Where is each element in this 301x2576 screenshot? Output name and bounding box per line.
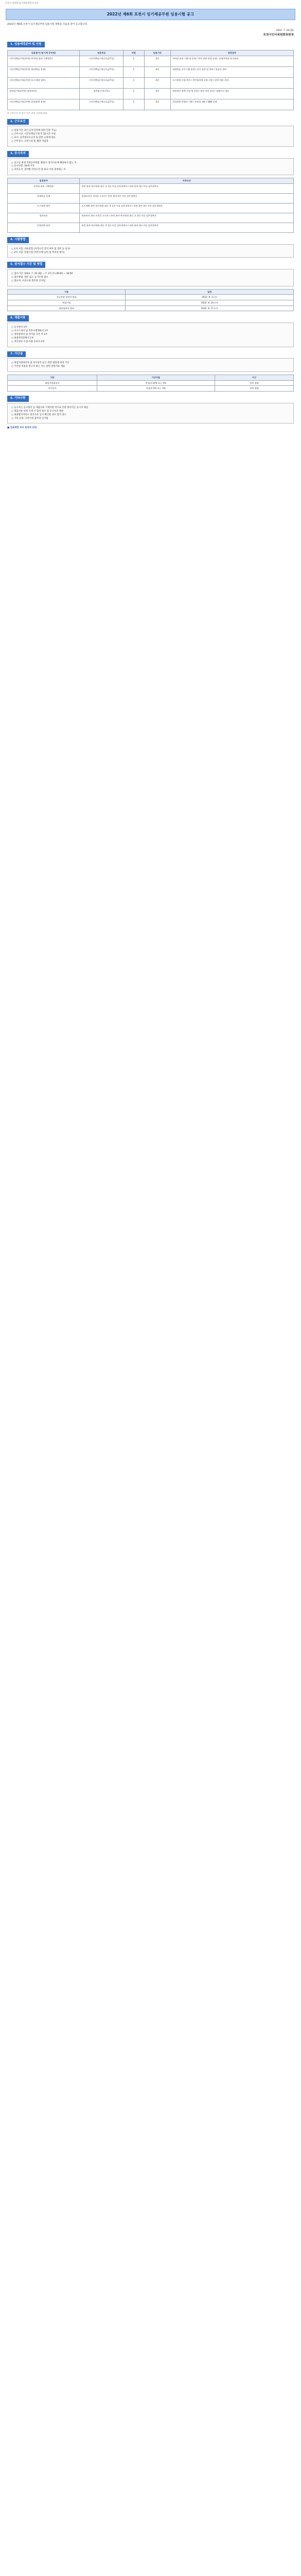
section-box: [7, 269, 294, 286]
col-header: 임용분야 (임기제 공무원): [8, 50, 80, 56]
table-row: [8, 184, 294, 194]
cell: 2년: [144, 67, 170, 78]
cell: 최종합격자 발표: [8, 306, 126, 311]
table-row: [8, 386, 294, 392]
schedule-table: [7, 289, 294, 312]
list-item: ○ 기타 문의: 포천시청 총무과 인사팀: [11, 417, 48, 420]
table-row: [8, 99, 294, 110]
list-item: ○ 개인정보 수집·이용 동의서 1부: [11, 340, 45, 343]
cell: 시간선택임기제 (다급/7급): [80, 67, 123, 78]
col-header: 구분: [8, 375, 97, 381]
section-box: [7, 244, 294, 258]
contact-heading: ■ 임용예정 부서 문의처 안내: [7, 427, 37, 430]
list-item: ○ 접수기간: 2022. 7. 25.(월) ~ 7. 27.(수) 09:00 ~ 18:00: [11, 272, 73, 275]
col-header: 가산비율: [97, 375, 215, 381]
cell: 일반임기제 (7호): [80, 89, 123, 99]
section-box: [7, 158, 294, 176]
table-row: [8, 204, 294, 213]
col-header: 구분: [8, 289, 126, 295]
table-row: [8, 67, 294, 78]
col-header: 일정: [126, 289, 294, 295]
cell: 도시계획 관련 학사학위 취득 후 1년 이상 실무경력자 / 관련 분야 3년 이상 실무경력자: [80, 204, 294, 213]
col-header: 임용직급: [80, 50, 123, 56]
table-row: [8, 306, 294, 311]
list-item: ○ 공고일 현재 지방공무원법 제31조 결격사유에 해당하지 않는 자: [11, 161, 77, 164]
qualification-table: [7, 178, 294, 233]
table-row: [8, 56, 294, 67]
cell: 정보보안: [8, 213, 80, 223]
section-title: 4. 시험방법: [7, 237, 29, 243]
cell: 문화관광 콘텐츠 기획 / 홍보물 제작 / SNS 운영: [171, 99, 294, 110]
cell: 시간선택임기제공무원 (도시재생 업무): [8, 78, 80, 89]
list-item: ○ 응시연령: 18세 이상: [11, 165, 34, 168]
list-item: ○ 임용기간: 2년 (근무실적에 따라 연장 가능): [11, 129, 57, 132]
list-item: ○ 가산점 적용을 받고자 하는 자는 관련 증빙서류 제출: [11, 365, 65, 368]
cell: 의사상자: [8, 386, 97, 392]
cell: 정보보안 관련 자격증 소지자 / 관련 분야 학사학위 취득 후 2년 이상 실무경력자: [80, 213, 294, 223]
page-title: 2022년 제6회 포천시 임기제공무원 임용시험 공고: [6, 9, 296, 20]
col-header: 임용기간: [144, 50, 170, 56]
date: 2022. 7. 18.(월): [276, 29, 294, 32]
cell: 2년: [144, 56, 170, 67]
org: 포천시인사위원회위원장: [263, 33, 294, 37]
list-item: ○ 근무시간: 시간선택임기제 주 35시간 이내: [11, 133, 56, 136]
cell: 1: [123, 99, 144, 110]
section-5: [7, 262, 294, 311]
list-item: ○ 최종합격자라도 결격사유 등이 확인될 경우 합격 취소: [11, 413, 66, 416]
list-item: ○ 2차 시험: 면접시험 (직무수행 능력 및 적격성 평가): [11, 251, 65, 254]
list-item: ○ 자기소개서 및 직무수행계획서 1부: [11, 329, 48, 332]
section-title: 3. 응시자격: [7, 151, 29, 157]
cell: 일반임기제공무원 (정보보안): [8, 89, 80, 99]
cell: 만점의 5% 또는 3%: [97, 386, 215, 392]
section-box: [7, 358, 294, 372]
section-1: [7, 42, 294, 115]
list-item: ○ 근무장소: 포천시청 및 해당 사업장: [11, 140, 48, 143]
cell: 주차장 관리 기획업무: [8, 184, 80, 194]
list-item: ○ 최종학력증명서 1부: [11, 336, 34, 340]
table-row: [8, 213, 294, 223]
cell: 시간선택임기제공무원 (문화관광 홍보): [8, 99, 80, 110]
cell: 문화관광 홍보: [8, 223, 80, 233]
table-note: ※ 근무시간 및 보수 등은 관련 규정에 따름: [7, 112, 47, 115]
table-row: [8, 295, 294, 300]
list-item: ○ 접수처: 포천시청 총무과 인사팀: [11, 279, 46, 282]
table-row: [8, 300, 294, 306]
table-row: [8, 223, 294, 233]
section-4: [7, 237, 294, 258]
top-note: 포천시 유치원 임기제공무원 공고문: [5, 2, 39, 4]
list-item: ○ 1차 시험: 서류전형 (자격요건 적격 여부 및 경력 등 심사): [11, 247, 70, 250]
cell: 정보보안 정책 수립 및 운영 / 보안 장비 관리 / 침해사고 대응: [171, 89, 294, 99]
cell: 도시재생 사업 추진 / 주민협의체 운영 지원 / 관련 예산 관리: [171, 78, 294, 89]
cell: 2년: [144, 89, 170, 99]
cell: 관련 분야 학사학위 취득 후 1년 이상 실무경력자 / 관련 분야 3년 이상 실무경력자: [80, 184, 294, 194]
list-item: ○ 접수방법: 방문 또는 등기우편 접수: [11, 276, 48, 279]
cell: 시간선택임기제 (다급/7급): [80, 78, 123, 89]
cell: 평생학습 프로그램 운영 / 강사 관리 및 홍보 / 학습자 관리: [171, 67, 294, 78]
cell: 1: [123, 89, 144, 99]
cell: 도시재생 업무: [8, 204, 80, 213]
section-title: 5. 원서접수 기간 및 방법: [7, 262, 45, 268]
cell: 2022. 8. 17.(수): [126, 306, 294, 311]
table-row: [8, 194, 294, 204]
section-title: 7. 가산점: [7, 351, 26, 358]
cell: 평생교육사 자격증 소지자 / 관련 분야 2년 이상 실무경력자: [80, 194, 294, 204]
cell: 관련 법령: [215, 380, 294, 386]
section-title: 8. 기타사항: [7, 396, 29, 402]
section-title: 6. 제출서류: [7, 315, 29, 321]
cell: 1: [123, 67, 144, 78]
cell: 평생학습 운영: [8, 194, 80, 204]
meta-block: [0, 29, 301, 37]
cell: 2년: [144, 99, 170, 110]
list-item: ○ 제출서류 허위 기재 시 합격 취소 및 응시자격 제한: [11, 410, 64, 413]
cell: 만점의 10% 또는 5%: [97, 380, 215, 386]
cell: 주차장 관리 기획 및 운영 / 주차 관련 민원 응대 / 공영주차장 유지관리: [171, 56, 294, 67]
col-header: 임용분야: [8, 178, 80, 184]
col-header: 비고: [215, 375, 294, 381]
list-item: ○ 보수: 공무원보수규정 및 관련 규정에 따름: [11, 137, 56, 140]
col-header: 자격요건: [80, 178, 294, 184]
title-wrap: [0, 9, 301, 20]
cell: 시간선택임기제공무원 (주차장 관리 기획업무): [8, 56, 80, 67]
cell: 시간선택임기제 (다급/7급): [80, 56, 123, 67]
table-row: [8, 89, 294, 99]
section-box: [7, 403, 294, 424]
cell: 2022. 8. 3.(수): [126, 295, 294, 300]
section-title: 2. 근무조건: [7, 119, 29, 125]
list-item: ○ 자격요건: 분야별 자격요건 중 하나 이상 충족하는 자: [11, 168, 66, 172]
col-header: 담당업무: [171, 50, 294, 56]
cell: 1: [123, 56, 144, 67]
section-2: [7, 119, 294, 147]
list-item: ○ 응시원서 1부: [11, 326, 27, 329]
section-7: [7, 351, 294, 392]
intro-text: 2022년 제6회 포천시 임기제공무원 임용시험 계획을 다음과 같이 공고합니다.: [7, 23, 88, 26]
section-8: [7, 396, 294, 430]
cell: 1: [123, 78, 144, 89]
cell: 관련 법령: [215, 386, 294, 392]
cell: 2년: [144, 78, 170, 89]
cell: 취업지원대상자: [8, 380, 97, 386]
section-title: 1. 임용예정분야 및 인원: [7, 42, 45, 48]
cell: 서류전형 합격자 발표: [8, 295, 126, 300]
section-6: [7, 315, 294, 347]
list-item: ○ 응시자는 응시원서 등 제출서류 기재사항 착오로 인한 불이익은 응시자 책임: [11, 406, 88, 409]
cell: 시간선택임기제공무원 (평생학습 운영): [8, 67, 80, 78]
section-box: [7, 126, 294, 147]
cell: 시간선택임기제 (다급/7급): [80, 99, 123, 110]
bonus-table: [7, 375, 294, 392]
table-row: [8, 380, 294, 386]
cell: 2022. 8. 10.(수): [126, 300, 294, 306]
list-item: ○ 취업지원대상자 및 의사상자 등은 관련 법령에 따라 가산: [11, 362, 69, 365]
table-row: [8, 78, 294, 89]
section-box: [7, 323, 294, 347]
recruit-table: [7, 50, 294, 110]
col-header: 인원: [123, 50, 144, 56]
cell: 관련 분야 학사학위 취득 후 1년 이상 실무경력자 / 관련 분야 3년 이상 실무경력자: [80, 223, 294, 233]
section-3: [7, 151, 294, 233]
list-item: ○ 경력증명서 및 자격증 사본 각 1부: [11, 333, 48, 336]
cell: 면접시험: [8, 300, 126, 306]
